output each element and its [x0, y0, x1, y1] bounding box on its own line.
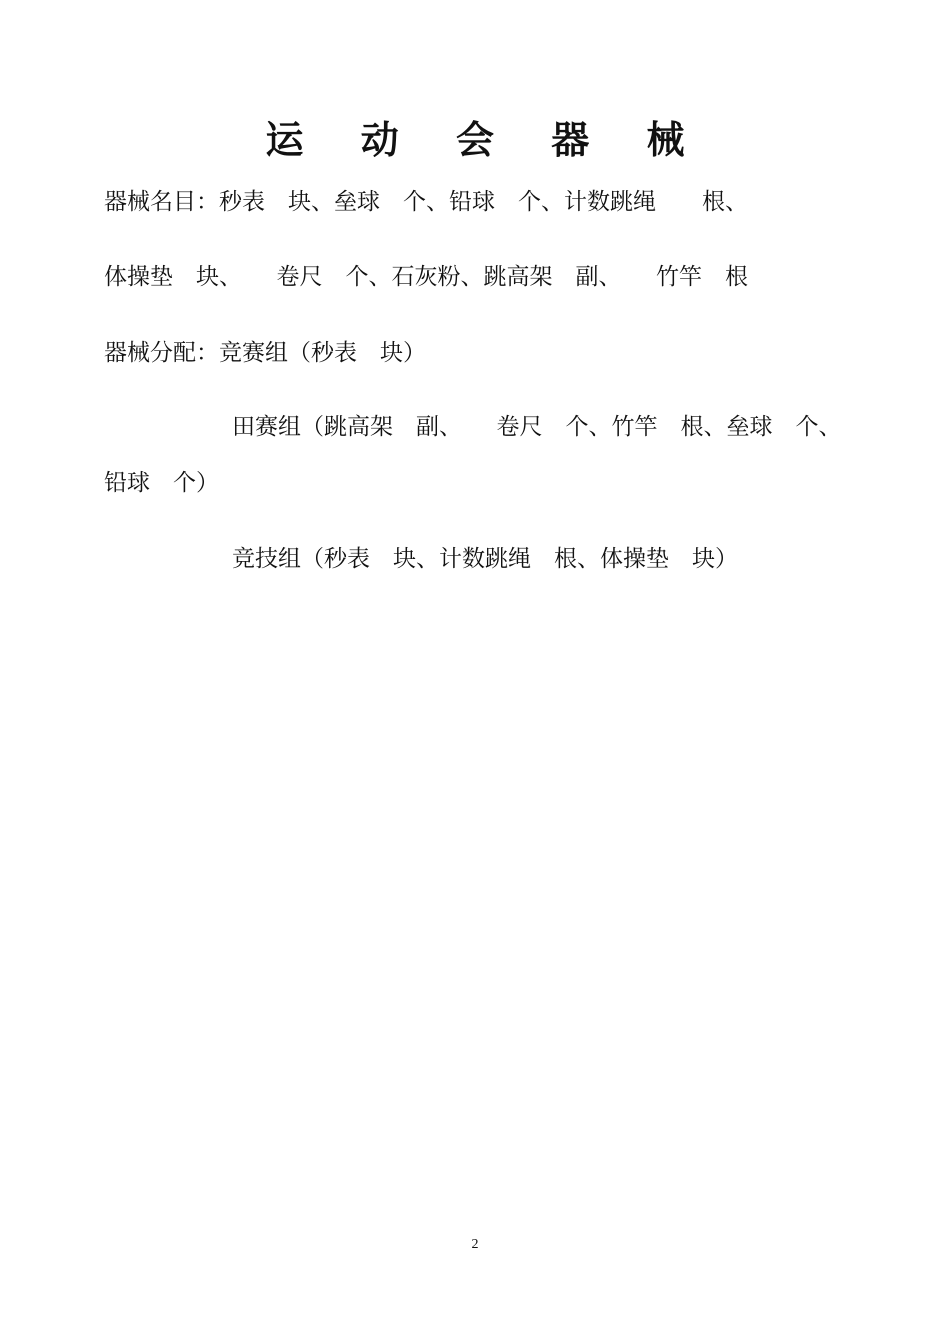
allocation-line-field-group-continued: 铅球 个） — [104, 470, 219, 496]
page-number: 2 — [471, 1237, 479, 1252]
allocation-line-competition-group: 器械分配：竞赛组（秒表 块） — [104, 340, 426, 366]
equipment-list-line-2: 体操垫 块、 卷尺 个、石灰粉、跳高架 副、 竹竿 根 — [104, 264, 748, 290]
document-title: 运 动 会 器 械 — [265, 117, 707, 163]
equipment-list-line-1: 器械名目：秒表 块、垒球 个、铅球 个、计数跳绳 根、 — [104, 189, 748, 215]
allocation-line-skills-group: 竞技组（秒表 块、计数跳绳 根、体操垫 块） — [232, 546, 738, 572]
allocation-line-field-group: 田赛组（跳高架 副、 卷尺 个、竹竿 根、垒球 个、 — [232, 414, 842, 440]
